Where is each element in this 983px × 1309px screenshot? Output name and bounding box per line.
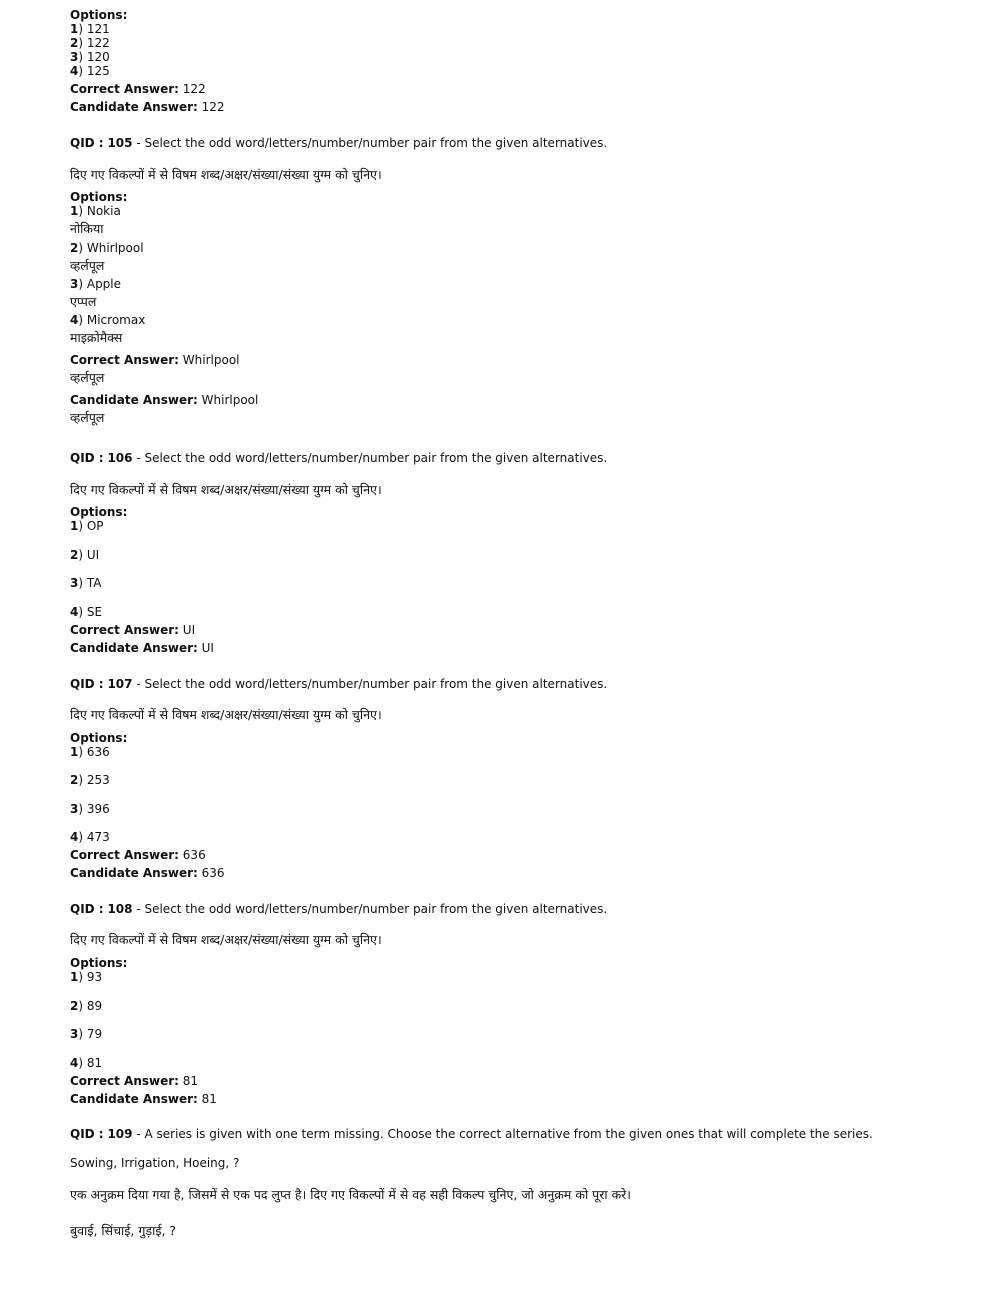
option-3: 3) TA — [70, 576, 102, 590]
option-text: 473 — [86, 830, 110, 844]
question-text: - Select the odd word/letters/number/number pair from the given alternatives. — [136, 136, 608, 150]
question-text-hindi: दिए गए विकल्पों में से विषम शब्द/अक्षर/संख्या/संख्या युग्म को चुनिए। — [70, 932, 382, 947]
option-3: 3) Apple — [70, 277, 122, 291]
candidate-answer — [70, 1092, 217, 1107]
options-label: Options: — [70, 956, 128, 970]
options-label: Options: — [70, 190, 128, 204]
option-text: OP — [86, 519, 104, 533]
candidate-answer — [70, 393, 258, 408]
option-text: 122 — [86, 36, 110, 50]
option-2-hindi: व्हर्लपूल — [70, 258, 105, 273]
option-3: 3) 120 — [70, 50, 110, 64]
candidate-answer-value: Whirlpool — [201, 393, 259, 407]
option-text: Micromax — [86, 313, 146, 327]
option-4: 4) 125 — [70, 64, 110, 78]
correct-answer — [70, 82, 206, 97]
question-text-hindi: दिए गए विकल्पों में से विषम शब्द/अक्षर/संख्या/संख्या युग्म को चुनिए। — [70, 167, 382, 182]
option-text: UI — [86, 548, 100, 562]
option-3: 3) 79 — [70, 1027, 103, 1041]
qid-number: 105 — [107, 136, 133, 150]
correct-answer-value: UI — [182, 623, 196, 637]
option-4: 4) 81 — [70, 1056, 103, 1070]
correct-answer-value: 636 — [182, 848, 206, 862]
question-text-hindi: दिए गए विकल्पों में से विषम शब्द/अक्षर/संख्या/संख्या युग्म को चुनिए। — [70, 707, 382, 722]
options-label: Options: — [70, 505, 128, 519]
option-text: 253 — [86, 773, 110, 787]
candidate-answer — [70, 100, 225, 115]
option-text: SE — [86, 605, 103, 619]
qid-label: QID : — [70, 902, 104, 916]
question-text-hindi: दिए गए विकल्पों में से विषम शब्द/अक्षर/संख्या/संख्या युग्म को चुनिए। — [70, 482, 382, 497]
question-text: - A series is given with one term missing. Choose the correct alternative from the given ones that will complete the series. — [136, 1127, 873, 1141]
option-text: Nokia — [86, 204, 121, 218]
option-2: 2) Whirlpool — [70, 241, 144, 255]
correct-answer-value: 81 — [182, 1074, 199, 1088]
option-text: 121 — [86, 22, 110, 36]
question-text: - Select the odd word/letters/number/number pair from the given alternatives. — [136, 902, 608, 916]
question-heading — [70, 677, 607, 692]
option-4: 4) 473 — [70, 830, 110, 844]
option-text: TA — [86, 576, 102, 590]
correct-answer — [70, 353, 240, 368]
option-text: 636 — [86, 745, 110, 759]
candidate-answer-label: Candidate Answer: — [70, 1092, 198, 1106]
question-heading — [70, 451, 607, 466]
candidate-answer-value: UI — [201, 641, 214, 655]
option-text: 79 — [86, 1027, 103, 1041]
question-heading — [70, 136, 607, 151]
correct-answer-value: Whirlpool — [182, 353, 240, 367]
series-text: Sowing, Irrigation, Hoeing, ? — [70, 1156, 240, 1170]
option-2: 2) 122 — [70, 36, 110, 50]
option-text: 396 — [86, 802, 110, 816]
qid-number: 108 — [107, 902, 133, 916]
qid-label: QID : — [70, 136, 104, 150]
option-1: 1) Nokia — [70, 204, 121, 218]
option-text: Apple — [86, 277, 122, 291]
correct-answer — [70, 1074, 198, 1089]
option-2: 2) 89 — [70, 999, 103, 1013]
correct-answer-label: Correct Answer: — [70, 623, 179, 637]
series-text-hindi: बुवाई, सिंचाई, गुड़ाई, ? — [70, 1223, 177, 1238]
qid-number: 107 — [107, 677, 133, 691]
candidate-answer — [70, 641, 214, 656]
option-1: 1) OP — [70, 519, 104, 533]
candidate-answer-hindi: व्हर्लपूल — [70, 410, 105, 425]
correct-answer — [70, 848, 206, 863]
question-heading — [70, 902, 607, 917]
correct-answer-label: Correct Answer: — [70, 848, 179, 862]
candidate-answer-value: 81 — [201, 1092, 217, 1106]
candidate-answer-label: Candidate Answer: — [70, 393, 198, 407]
option-1-hindi: नोकिया — [70, 221, 104, 236]
correct-answer-label: Correct Answer: — [70, 1074, 179, 1088]
option-3: 3) 396 — [70, 802, 110, 816]
qid-label: QID : — [70, 451, 104, 465]
option-2: 2) 253 — [70, 773, 110, 787]
options-label: Options: — [70, 8, 128, 22]
qid-label: QID : — [70, 677, 104, 691]
candidate-answer-value: 636 — [201, 866, 225, 880]
correct-answer-label: Correct Answer: — [70, 353, 179, 367]
correct-answer — [70, 623, 195, 638]
option-4: 4) Micromax — [70, 313, 146, 327]
qid-number: 109 — [107, 1127, 133, 1141]
question-text: - Select the odd word/letters/number/number pair from the given alternatives. — [136, 677, 608, 691]
option-1: 1) 121 — [70, 22, 110, 36]
option-text: Whirlpool — [86, 241, 144, 255]
qid-number: 106 — [107, 451, 133, 465]
option-text: 125 — [86, 64, 110, 78]
option-3-hindi: एप्पल — [70, 294, 97, 309]
question-text-hindi: एक अनुक्रम दिया गया है, जिसमें से एक पद लुप्त है। दिए गए विकल्पों में से वह सही विकल्प चुनिए, जो अनुक्रम को पूरा करे। — [70, 1187, 632, 1202]
options-label: Options: — [70, 731, 128, 745]
option-text: 120 — [86, 50, 110, 64]
correct-answer-label: Correct Answer: — [70, 82, 179, 96]
candidate-answer-label: Candidate Answer: — [70, 100, 198, 114]
option-4-hindi: माइक्रोमैक्स — [70, 330, 123, 345]
candidate-answer — [70, 866, 225, 881]
question-text: - Select the odd word/letters/number/number pair from the given alternatives. — [136, 451, 608, 465]
option-1: 1) 636 — [70, 745, 110, 759]
option-text: 93 — [86, 970, 103, 984]
option-2: 2) UI — [70, 548, 100, 562]
candidate-answer-label: Candidate Answer: — [70, 641, 198, 655]
option-text: 89 — [86, 999, 103, 1013]
candidate-answer-value: 122 — [201, 100, 225, 114]
correct-answer-value: 122 — [182, 82, 206, 96]
option-text: 81 — [86, 1056, 103, 1070]
question-heading — [70, 1127, 873, 1142]
option-4: 4) SE — [70, 605, 103, 619]
option-1: 1) 93 — [70, 970, 103, 984]
correct-answer-hindi: व्हर्लपूल — [70, 370, 105, 385]
qid-label: QID : — [70, 1127, 104, 1141]
candidate-answer-label: Candidate Answer: — [70, 866, 198, 880]
